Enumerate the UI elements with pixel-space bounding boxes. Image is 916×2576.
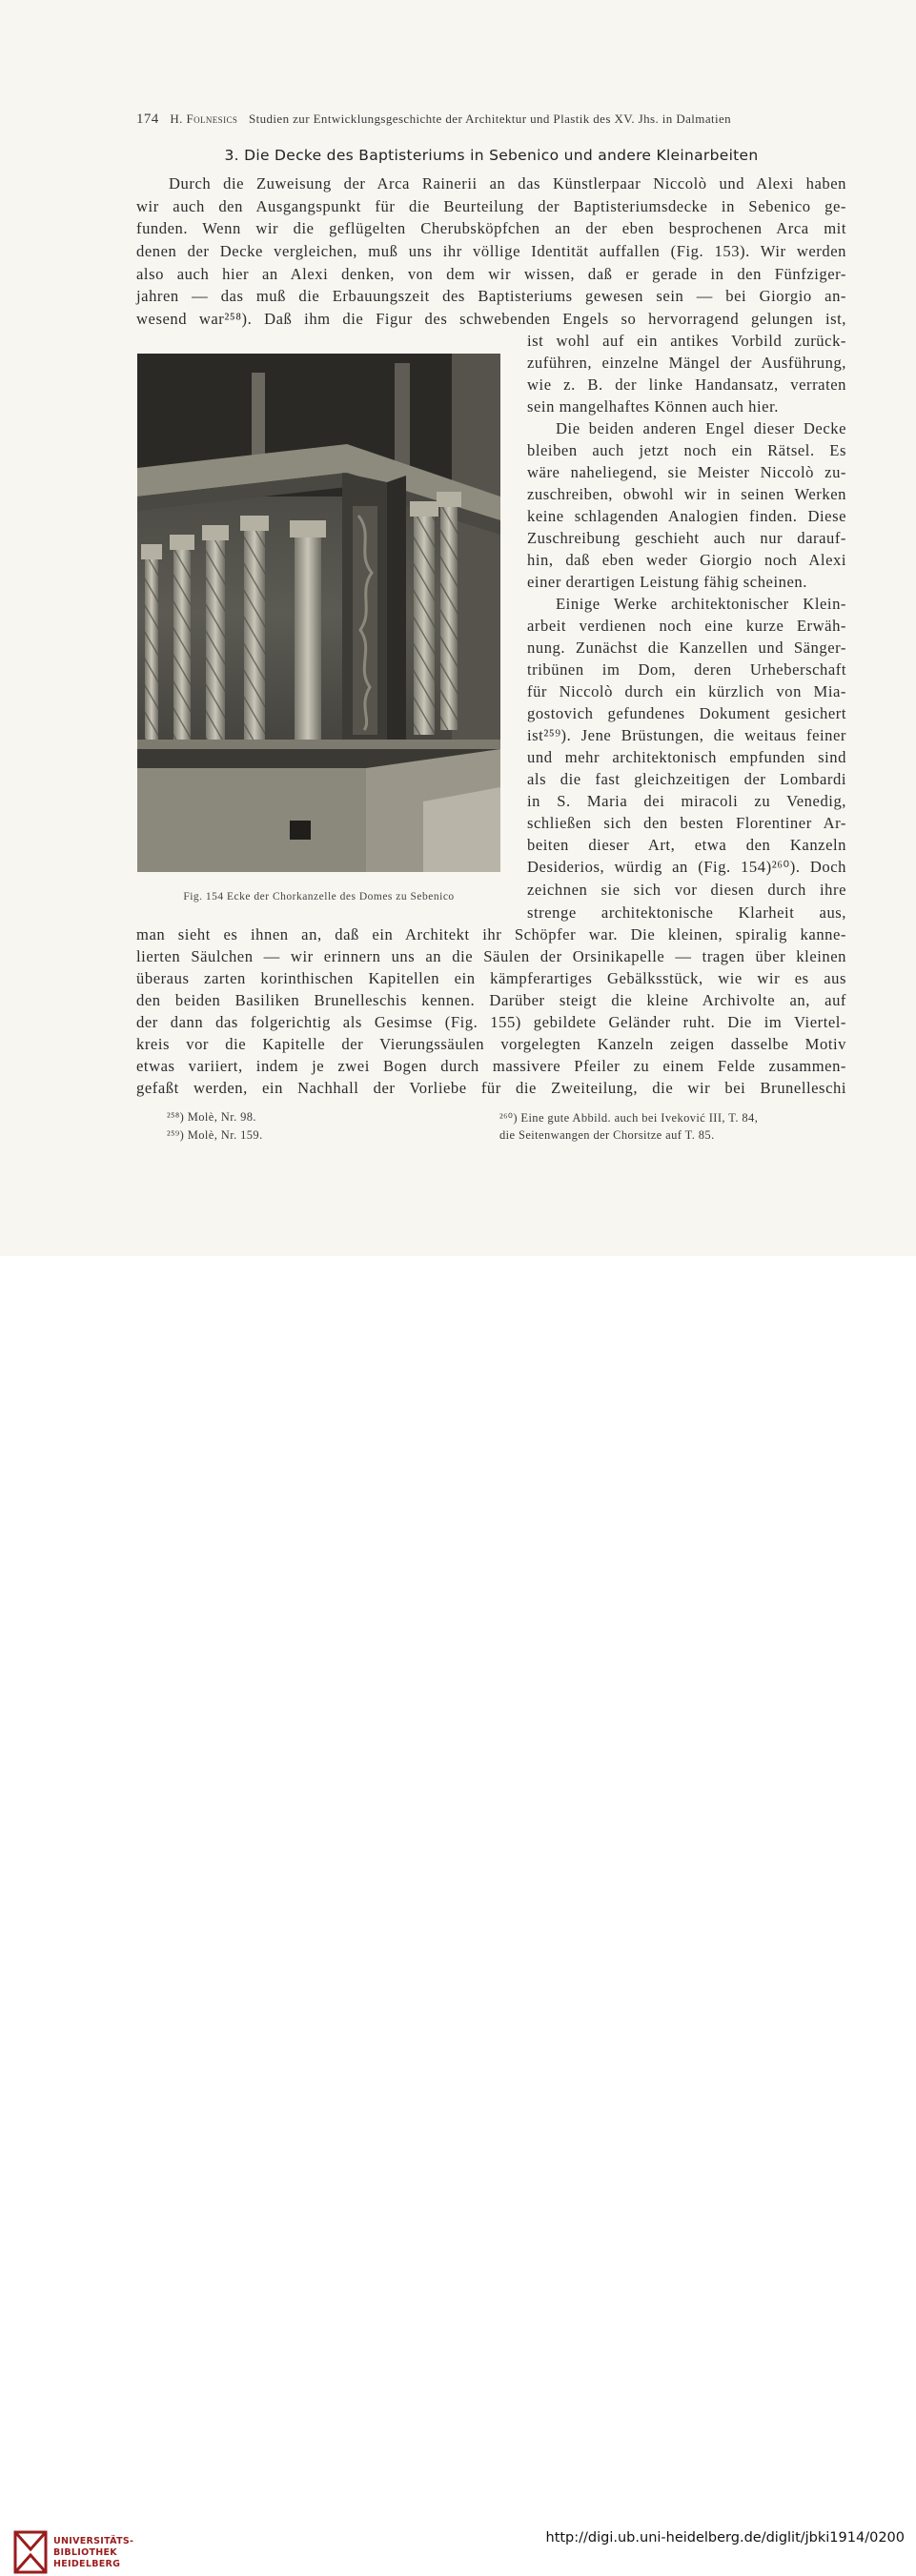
text-line: hin, daß eben weder Giorgio noch Alexi bbox=[527, 551, 846, 569]
library-name-line: UNIVERSITÄTS- bbox=[53, 2536, 134, 2546]
text-line: keine schlagenden Analogien finden. Diese bbox=[527, 507, 846, 525]
figure-photo bbox=[137, 354, 500, 872]
running-header bbox=[136, 112, 809, 128]
university-library-logo-icon[interactable] bbox=[11, 2528, 50, 2576]
text-line: schließen sich den besten Florentiner Ar- bbox=[527, 814, 846, 832]
text-line: gostovich gefundenes Dokument gesichert bbox=[527, 704, 846, 722]
footnote-259: ²⁵⁹) Molè, Nr. 159. bbox=[167, 1128, 263, 1142]
text-line: einer derartigen Leistung fähig scheinen. bbox=[527, 573, 807, 591]
text-line: gefaßt werden, ein Nachhall der Vorliebe für die Zweiteilung, die wir bei Brunelleschi bbox=[136, 1079, 846, 1097]
text-line: für Niccolò durch ein kürzlich von Mia- bbox=[527, 682, 846, 700]
text-line: ist²⁵⁹). Jene Brüstungen, die weitaus feiner bbox=[527, 726, 846, 744]
text-line: Durch die Zuweisung der Arca Rainerii an das Künstlerpaar Niccolò und Alexi haben bbox=[169, 174, 846, 193]
text-line: Zuschreibung geschieht auch nur darauf- bbox=[527, 529, 846, 547]
text-line: wäre naheliegend, sie Meister Niccolò zu- bbox=[527, 463, 846, 481]
library-name[interactable] bbox=[53, 2536, 133, 2570]
text-line: bleiben auch jetzt noch ein Rätsel. Es bbox=[527, 441, 846, 459]
library-name-line: BIBLIOTHEK bbox=[53, 2547, 117, 2558]
footnote-260-cont: die Seitenwangen der Chorsitze auf T. 85. bbox=[499, 1128, 715, 1142]
figure-caption: Fig. 154 Ecke der Chorkanzelle des Domes zu Sebenico bbox=[183, 891, 455, 903]
text-line: also auch hier an Alexi denken, von dem wir wissen, daß er gerade in den Fünfziger- bbox=[136, 265, 846, 283]
text-line: der dann das folgerichtig als Gesimse (Fig. 155) gebildete Geländer ruht. Die im Viertel- bbox=[136, 1013, 846, 1031]
text-line: beiten dieser Art, etwa den Kanzeln bbox=[527, 836, 846, 854]
text-line: den beiden Basiliken Brunelleschis kennen. Darüber steigt die kleine Archivolte an, auf bbox=[136, 991, 846, 1009]
text-line: zuschreiben, obwohl wir in seinen Werken bbox=[527, 485, 846, 503]
text-line: funden. Wenn wir die geflügelten Cherubsköpfchen an der eben besprochenen Arca mit bbox=[136, 219, 846, 237]
text-line: als die fast gleichzeitigen der Lombardi bbox=[527, 770, 846, 788]
text-line: strenge architektonische Klarheit aus, bbox=[527, 903, 846, 922]
text-line: kreis vor die Kapitelle der Vierungssäulen vorgelegten Kanzeln zeigen dasselbe Motiv bbox=[136, 1035, 846, 1053]
header-author: H. Folnesics bbox=[170, 112, 238, 126]
text-line: Einige Werke architektonischer Klein- bbox=[556, 595, 846, 613]
permalink-url[interactable]: http://digi.ub.uni-heidelberg.de/diglit/jbki1914/0200 bbox=[545, 2530, 905, 2546]
text-line: denen der Decke vergleichen, muß uns ihr völlige Identität auffallen (Fig. 153). Wir werden bbox=[136, 242, 846, 260]
text-line: tribünen im Dom, deren Urheberschaft bbox=[527, 660, 846, 679]
text-line: jahren — das muß die Erbauungszeit des Baptisteriums gewesen sein — bei Giorgio an- bbox=[136, 287, 846, 305]
footnote-258: ²⁵⁸) Molè, Nr. 98. bbox=[167, 1110, 256, 1124]
text-line: sein mangelhaftes Können auch hier. bbox=[527, 397, 779, 416]
text-line: zeichnen sie sich vor diesen durch ihre bbox=[527, 881, 846, 899]
text-line: und mehr architektonisch empfunden sind bbox=[527, 748, 846, 766]
section-title: 3. Die Decke des Baptisteriums in Sebenico und andere Kleinarbeiten bbox=[224, 147, 759, 164]
footnote-260: ²⁶⁰) Eine gute Abbild. auch bei Iveković III, T. 84, bbox=[499, 1111, 759, 1125]
text-line: wie z. B. der linke Handansatz, verraten bbox=[527, 375, 846, 394]
scanned-page bbox=[0, 0, 916, 1256]
header-title: Studien zur Entwicklungsgeschichte der Architektur und Plastik des XV. Jhs. in Dalmatien bbox=[248, 112, 732, 126]
library-footer bbox=[0, 1256, 916, 2569]
text-line: Die beiden anderen Engel dieser Decke bbox=[556, 419, 846, 437]
text-line: Desiderios, würdig an (Fig. 154)²⁶⁰). Doch bbox=[527, 858, 846, 876]
text-line: überaus zarten korinthischen Kapitellen ein kämpferartiges Gebälksstück, wie wir es aus bbox=[136, 969, 846, 987]
text-line: etwas variiert, indem je zwei Bogen durch massivere Pfeiler zu einem Felde zusammen- bbox=[136, 1057, 846, 1075]
text-line: in S. Maria dei miracoli zu Venedig, bbox=[527, 792, 846, 810]
text-line: lierten Säulchen — wir erinnern uns an die Säulen der Orsinikapelle — tragen über kleinen bbox=[136, 947, 846, 965]
balustrade-illustration bbox=[137, 354, 500, 872]
text-line: nung. Zunächst die Kanzellen und Sänger- bbox=[527, 639, 846, 657]
text-line: wesend war²⁵⁸). Daß ihm die Figur des schwebenden Engels so hervorragend gelungen ist, bbox=[136, 310, 846, 328]
text-line: ist wohl auf ein antikes Vorbild zurück- bbox=[527, 332, 846, 350]
text-line: wir auch den Ausgangspunkt für die Beurteilung der Baptisteriumsdecke in Sebenico ge- bbox=[136, 197, 846, 215]
text-line: zuführen, einzelne Mängel der Ausführung, bbox=[527, 354, 846, 372]
text-line: man sieht es ihnen an, daß ein Architekt ihr Schöpfer war. Die kleinen, spiralig kanne- bbox=[136, 925, 846, 943]
text-line: arbeit verdienen noch eine kurze Erwäh- bbox=[527, 617, 846, 635]
page-number: 174 bbox=[136, 112, 159, 127]
library-name-line: HEIDELBERG bbox=[53, 2559, 121, 2569]
